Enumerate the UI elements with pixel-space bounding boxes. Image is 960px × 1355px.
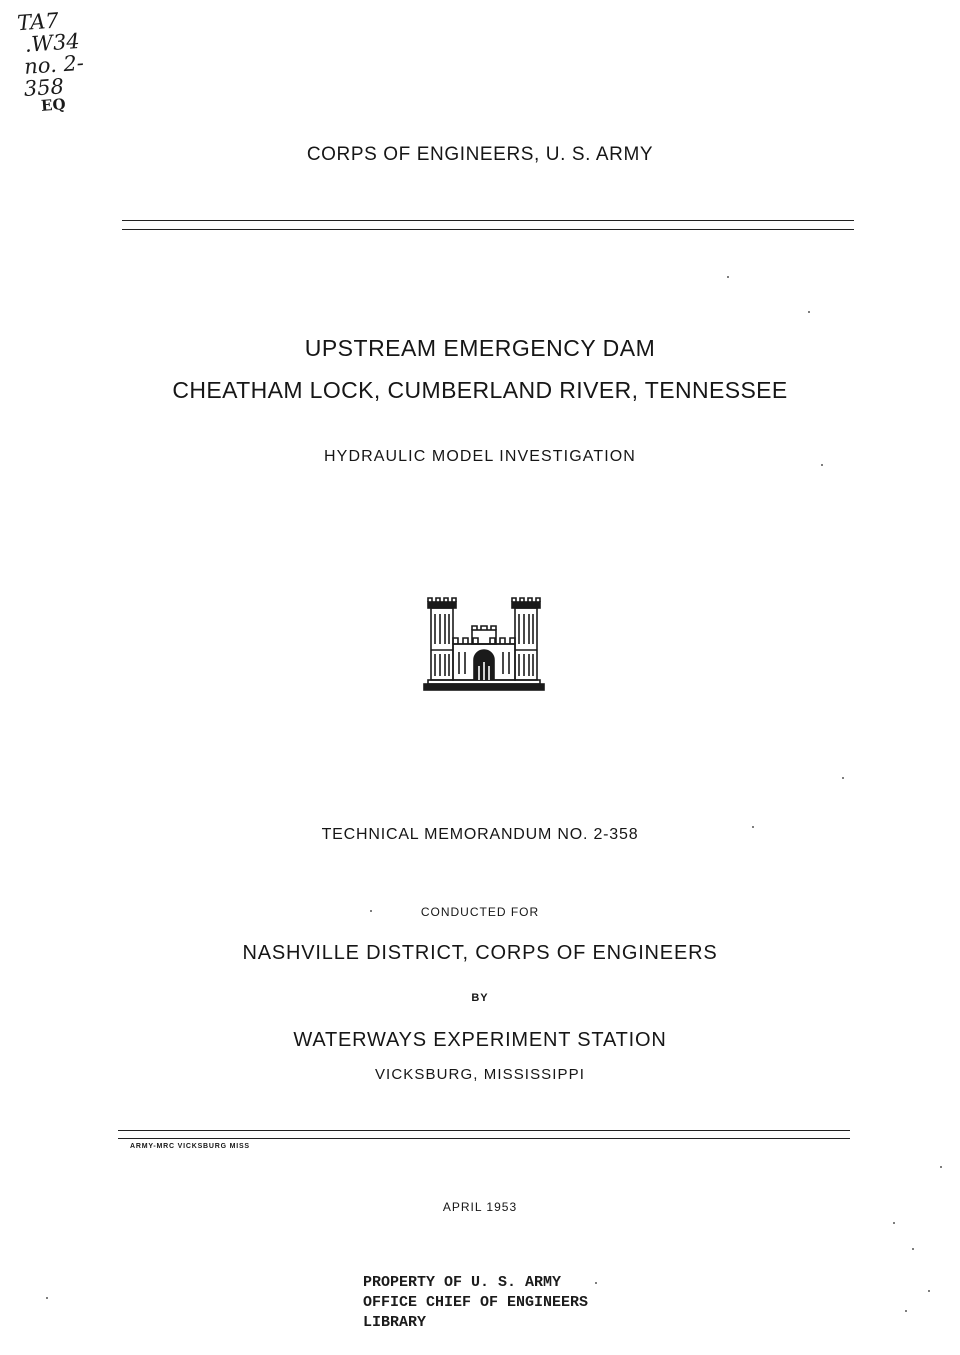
call-number-line: no. 2- (23, 50, 85, 79)
scan-speck (595, 1282, 597, 1284)
report-title-line-2: CHEATHAM LOCK, CUMBERLAND RIVER, TENNESSEE (172, 377, 788, 403)
scan-speck (912, 1248, 914, 1250)
header-organization: CORPS OF ENGINEERS, U. S. ARMY (306, 144, 654, 165)
stamp-line: LIBRARY (363, 1314, 427, 1331)
performing-station: WATERWAYS EXPERIMENT STATION (293, 1029, 667, 1051)
scan-speck (905, 1310, 907, 1312)
client-district: NASHVILLE DISTRICT, CORPS OF ENGINEERS (242, 942, 718, 964)
engineer-castle-icon (420, 596, 548, 694)
handwritten-call-number (16, 8, 87, 115)
top-rule-upper (122, 220, 854, 221)
by-label: BY (471, 992, 489, 1004)
publication-date: APRIL 1953 (442, 1200, 518, 1214)
call-number-line: 358 (23, 74, 65, 101)
scan-speck (893, 1222, 895, 1224)
scan-speck (752, 826, 754, 828)
scan-speck (46, 1297, 48, 1299)
conducted-for-label: CONDUCTED FOR (420, 905, 540, 919)
scan-speck (370, 910, 372, 912)
stamp-line: PROPERTY OF U. S. ARMY (363, 1274, 562, 1291)
scan-speck (808, 311, 810, 313)
scan-speck (842, 777, 844, 779)
memorandum-number: TECHNICAL MEMORANDUM NO. 2-358 (321, 826, 639, 843)
library-stamp (363, 1273, 588, 1333)
call-number-line: .W34 (23, 29, 81, 57)
printer-imprint: ARMY-MRC VICKSBURG MISS (130, 1143, 250, 1150)
scan-speck (928, 1290, 930, 1292)
report-title-line-1: UPSTREAM EMERGENCY DAM (304, 335, 656, 361)
scan-speck (727, 276, 729, 278)
call-number-line: EQ (40, 95, 67, 115)
scan-speck (821, 464, 823, 466)
station-location: VICKSBURG, MISSISSIPPI (374, 1066, 586, 1083)
report-subtitle: HYDRAULIC MODEL INVESTIGATION (324, 448, 636, 465)
call-number-line: TA7 (16, 8, 60, 36)
top-rule-lower (122, 229, 854, 230)
scan-speck (940, 1166, 942, 1168)
bottom-rule-upper (118, 1130, 850, 1131)
bottom-rule-lower (118, 1138, 850, 1139)
stamp-line: OFFICE CHIEF OF ENGINEERS (363, 1294, 589, 1311)
